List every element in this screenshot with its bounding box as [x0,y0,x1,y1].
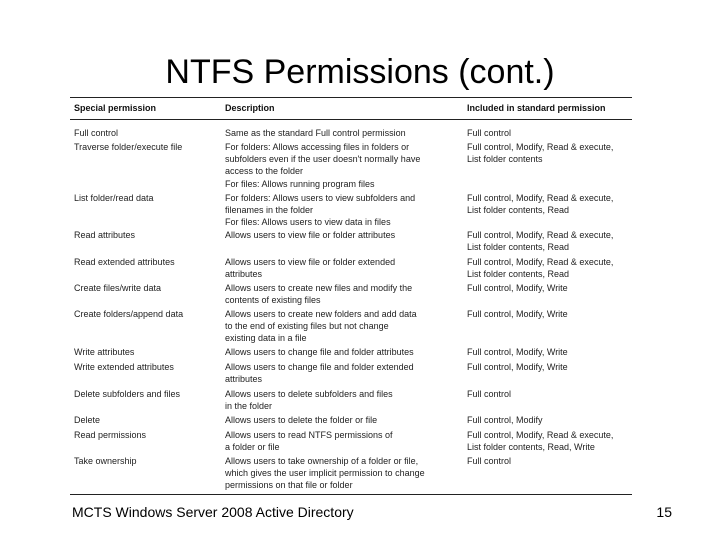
footer-rule [70,494,632,495]
cell-included: Full control, Modify, Write [467,309,568,319]
cell-permission: Full control [74,128,119,138]
cell-included: Full control, Modify [467,415,543,425]
cell-permission: Create folders/append data [74,309,184,319]
cell-included: Full control [467,389,512,399]
cell-description: Allows users to read NTFS permissions of a folder or file [225,430,393,453]
cell-permission: Write extended attributes [74,362,174,372]
cell-permission: Write attributes [74,347,135,357]
header-rule [70,119,632,120]
cell-included: Full control, Modify, Read & execute, List folder contents, Read [467,230,614,253]
cell-included: Full control, Modify, Read & execute, List folder contents, Read [467,257,614,280]
cell-included: Full control, Modify, Read & execute, List folder contents [467,142,614,165]
cell-included: Full control, Modify, Write [467,347,568,357]
cell-description: Allows users to view file or folder attributes [225,230,396,240]
cell-description: Allows users to delete subfolders and files in the folder [225,389,393,412]
header-included: Included in standard permission [467,103,606,113]
cell-permission: Read extended attributes [74,257,175,267]
cell-included: Full control, Modify, Write [467,283,568,293]
cell-description: Same as the standard Full control permission [225,128,406,138]
cell-included: Full control [467,456,512,466]
cell-description: Allows users to take ownership of a folder or file, which gives the user implicit permission to change permissions on that file or folder [225,456,425,491]
cell-description: Allows users to view file or folder extended attributes [225,257,396,280]
cell-permission: Create files/write data [74,283,162,293]
cell-description: Allows users to create new folders and add data to the end of existing files but not change existing data in a file [225,309,417,344]
header-special-permission: Special permission [74,103,157,113]
table-top-rule [70,97,632,98]
header-description: Description [225,103,275,113]
cell-permission: Delete subfolders and files [74,389,181,399]
cell-included: Full control, Modify, Read & execute, List folder contents, Read, Write [467,430,614,453]
cell-permission: List folder/read data [74,193,154,203]
cell-description: Allows users to change file and folder attributes [225,347,414,357]
cell-permission: Take ownership [74,456,137,466]
page-number: 15 [656,504,672,520]
cell-permission: Read attributes [74,230,136,240]
slide-title: NTFS Permissions (cont.) [165,53,555,91]
cell-permission: Read permissions [74,430,147,440]
cell-description: For folders: Allows accessing files in folders or subfolders even if the user doesn't normally have access to the folder For files: Allows running program files [225,142,421,189]
cell-description: For folders: Allows users to view subfolders and filenames in the folder For files: Allows users to view data in files [225,193,416,228]
cell-permission: Traverse folder/execute file [74,142,183,152]
cell-description: Allows users to change file and folder extended attributes [225,362,414,385]
slide-footer: MCTS Windows Server 2008 Active Directory [72,504,354,520]
cell-permission: Delete [74,415,101,425]
cell-included: Full control [467,128,512,138]
cell-included: Full control, Modify, Read & execute, List folder contents, Read [467,193,614,216]
cell-description: Allows users to create new files and modify the contents of existing files [225,283,413,306]
cell-included: Full control, Modify, Write [467,362,568,372]
cell-description: Allows users to delete the folder or file [225,415,378,425]
